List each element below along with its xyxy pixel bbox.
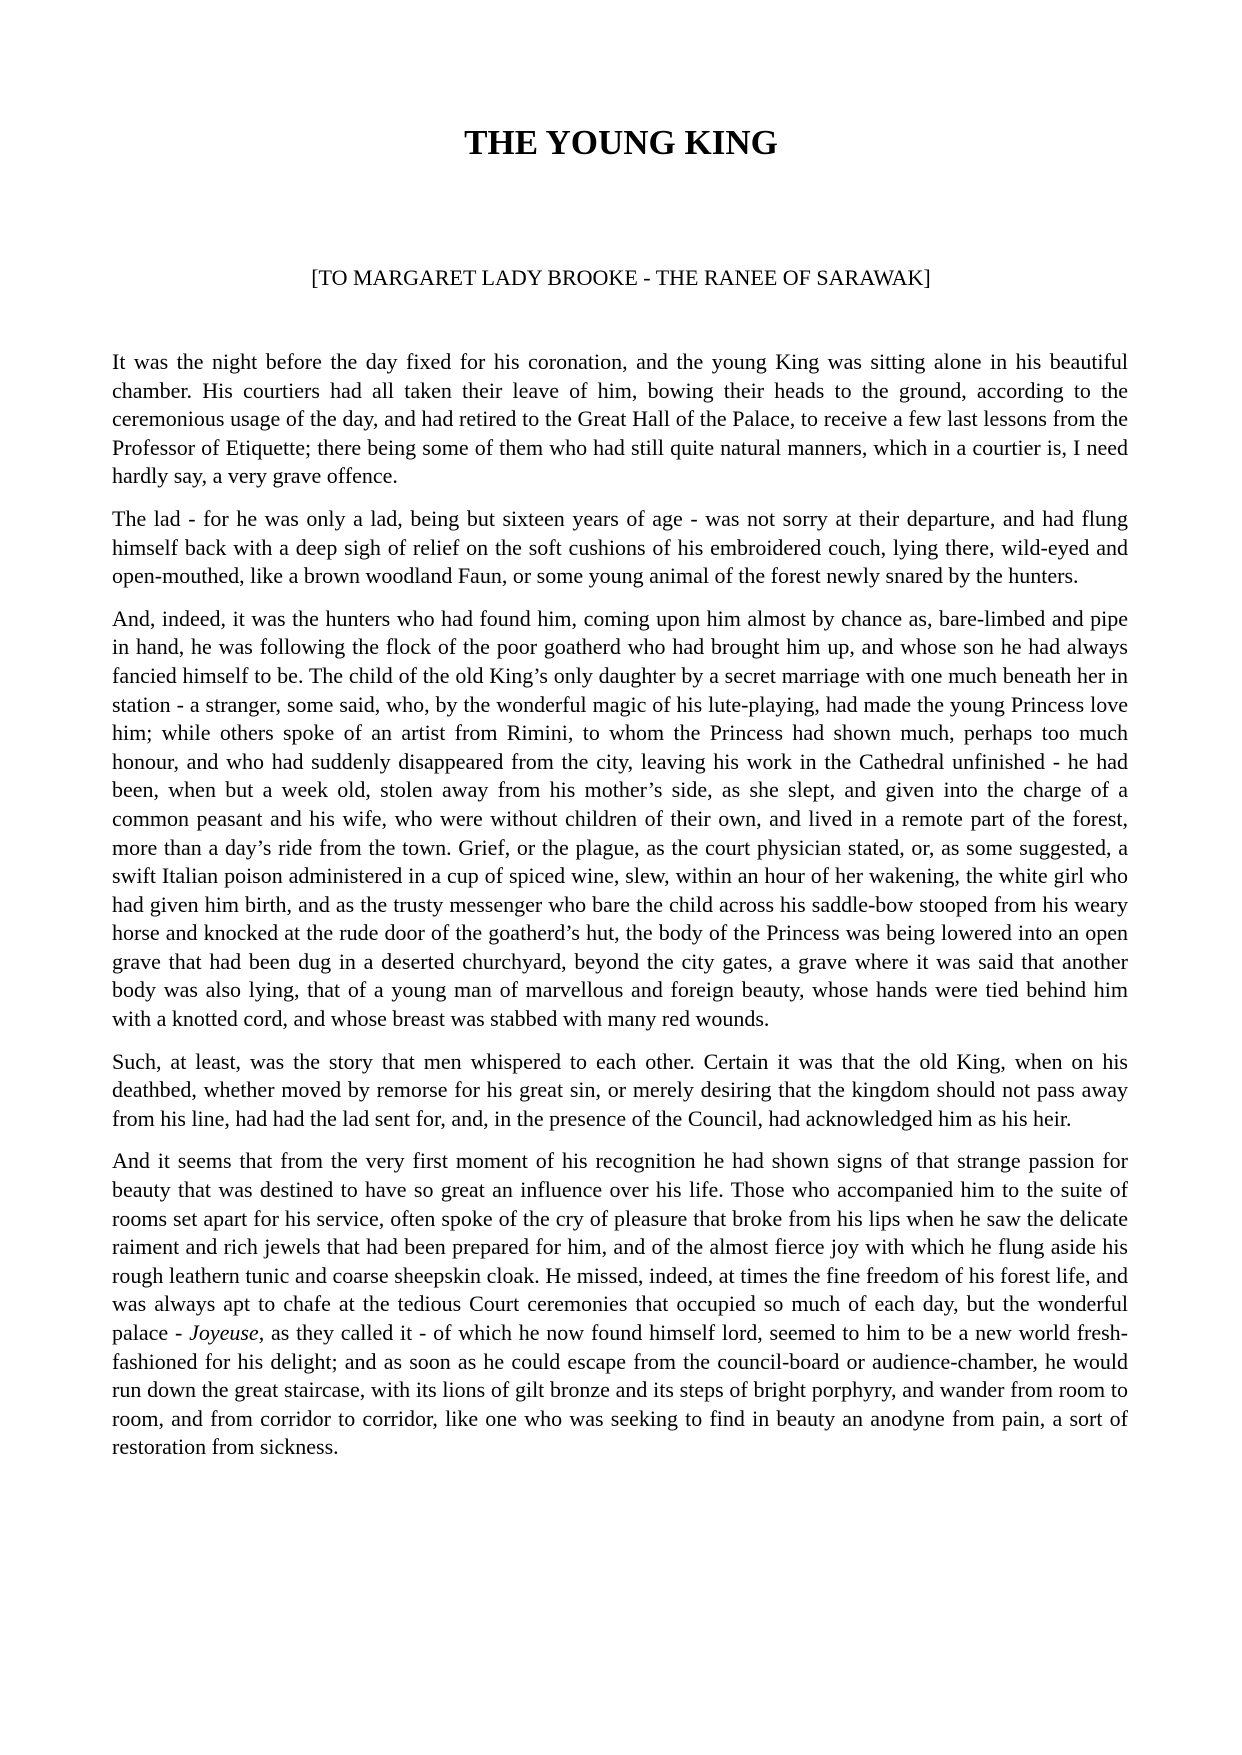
paragraph-4: Such, at least, was the story that men whispered to each other. Certain it was that the old King, when on his deathbed, whether moved by remorse for his great sin, or merely desiring that the kingdom should not pass away from his line, had had the lad sent for, and, in the presence of the Council, had acknowledged him as his heir. <box>112 1048 1128 1131</box>
paragraph-5 <box>112 1147 1128 1462</box>
paragraph-3: And, indeed, it was the hunters who had found him, coming upon him almost by chance as, bare-limbed and pipe in hand, he was following the flock of the poor goatherd who had brought him up, and whose son he had always fancied himself to be. The child of the old King’s only daughter by a secret marriage with one much beneath her in station - a stranger, some said, who, by the wonderful magic of his lute-playing, had made the young Princess love him; while others spoke of an artist from Rimini, to whom the Princess had shown much, perhaps too much honour, and who had suddenly disappeared from the city, leaving his work in the Cathedral unfinished - he had been, when but a week old, stolen away from his mother’s side, as she slept, and given into the charge of a common peasant and his wife, who were without children of their own, and lived in a remote part of the forest, more than a day’s ride from the town. Grief, or the plague, as the court physician stated, or, as some suggested, a swift Italian poison administered in a cup of spiced wine, slew, within an hour of her wakening, the white girl who had given him birth, and as the trusty messenger who bare the child across his saddle-bow stooped from his weary horse and knocked at the rude door of the goatherd’s hut, the body of the Princess was being lowered into an open grave that had been dug in a deserted churchyard, beyond the city gates, a grave where it was said that another body was also lying, that of a young man of marvellous and foreign beauty, whose hands were tied behind him with a knotted cord, and whose breast was stabbed with many red wounds. <box>112 605 1128 1032</box>
paragraph-2: The lad - for he was only a lad, being but sixteen years of age - was not sorry at their departure, and had flung himself back with a deep sigh of relief on the soft cushions of his embroidered couch, lying there, wild-eyed and open-mouthed, like a brown woodland Faun, or some young animal of the forest newly snared by the hunters. <box>112 505 1128 589</box>
dedication: [TO MARGARET LADY BROOKE - THE RANEE OF SARAWAK] <box>311 265 931 290</box>
paragraph-5-part-2: , as they called it - of which he now found himself lord, seemed to him to be a new world fresh-fashioned for his delight; and as soon as he could escape from the council-board or audience-chamber, he would run down the great staircase, with its lions of gilt bronze and its steps of bright porphyry, and wander from room to room, and from corridor to corridor, like one who was seeking to find in beauty an anodyne from pain, a sort of restoration from sickness. <box>112 1320 1129 1460</box>
page-title: THE YOUNG KING <box>464 123 778 162</box>
palace-name: Joyeuse <box>189 1320 259 1345</box>
paragraph-5-part-1: And it seems that from the very first moment of his recognition he had shown signs of that strange passion for beauty that was destined to have so great an influence over his life. Those who accompanied him to the suite of rooms set apart for his service, often spoke of the cry of pleasure that broke from his lips when he saw the delicate raiment and rich jewels that had been prepared for him, and of the almost fierce joy with which he flung aside his rough leathern tunic and coarse sheepskin cloak. He missed, indeed, at times the fine freedom of his forest life, and was always apt to chafe at the tedious Court ceremonies that occupied so much of each day, but the wonderful palace - <box>112 1148 1128 1345</box>
body-text <box>112 348 1128 1476</box>
paragraph-1: It was the night before the day fixed for his coronation, and the young King was sitting alone in his beautiful chamber. His courtiers had all taken their leave of him, bowing their heads to the ground, according to the ceremonious usage of the day, and had retired to the Great Hall of the Palace, to receive a few last lessons from the Professor of Etiquette; there being some of them who had still quite natural manners, which in a courtier is, I need hardly say, a very grave offence. <box>112 349 1128 489</box>
